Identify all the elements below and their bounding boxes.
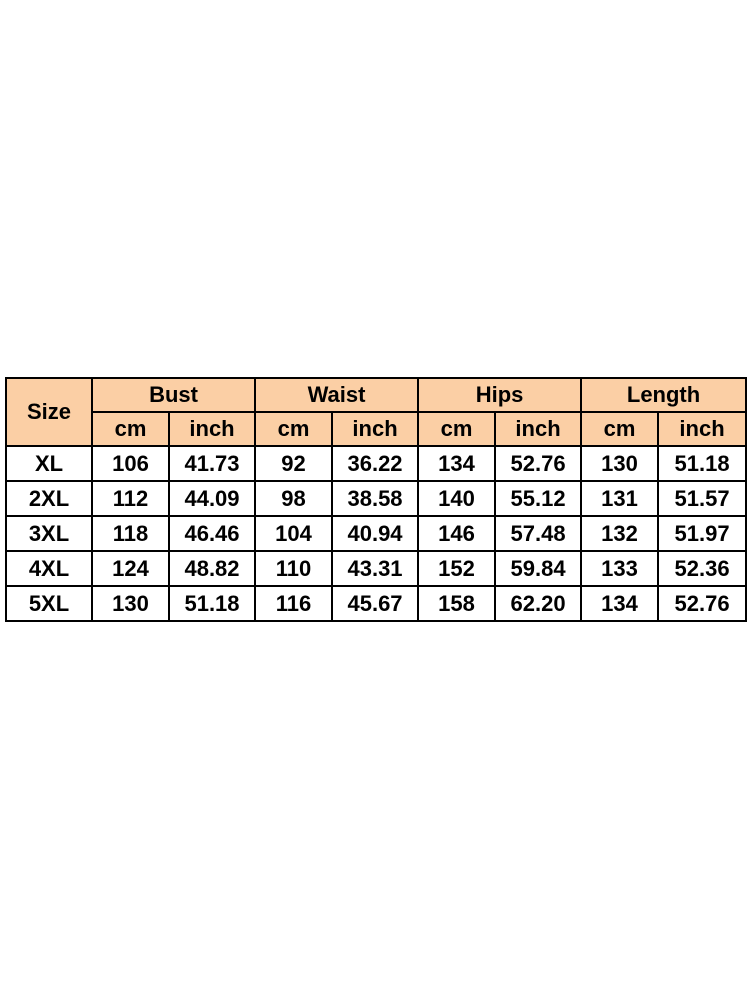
size-cell: 4XL	[6, 551, 92, 586]
table-cell: 52.36	[658, 551, 746, 586]
table-cell: 134	[581, 586, 658, 621]
unit-header: inch	[495, 412, 581, 446]
table-header	[6, 378, 746, 446]
size-chart-table	[5, 377, 747, 622]
unit-header: cm	[92, 412, 169, 446]
unit-header: inch	[658, 412, 746, 446]
size-cell: 2XL	[6, 481, 92, 516]
table-cell: 52.76	[658, 586, 746, 621]
table-cell: 57.48	[495, 516, 581, 551]
table-row	[6, 586, 746, 621]
table-cell: 140	[418, 481, 495, 516]
table-cell: 118	[92, 516, 169, 551]
table-cell: 55.12	[495, 481, 581, 516]
waist-header: Waist	[255, 378, 418, 412]
size-cell: XL	[6, 446, 92, 481]
unit-header: inch	[332, 412, 418, 446]
length-header: Length	[581, 378, 746, 412]
table-cell: 106	[92, 446, 169, 481]
table-cell: 51.18	[169, 586, 255, 621]
table-cell: 131	[581, 481, 658, 516]
table-cell: 51.57	[658, 481, 746, 516]
table-cell: 116	[255, 586, 332, 621]
table-cell: 44.09	[169, 481, 255, 516]
table-cell: 133	[581, 551, 658, 586]
table-row	[6, 516, 746, 551]
table-cell: 110	[255, 551, 332, 586]
table-cell: 40.94	[332, 516, 418, 551]
hips-header: Hips	[418, 378, 581, 412]
table-cell: 130	[581, 446, 658, 481]
size-cell: 3XL	[6, 516, 92, 551]
table-row	[6, 481, 746, 516]
table-cell: 43.31	[332, 551, 418, 586]
table-body	[6, 446, 746, 621]
table-cell: 152	[418, 551, 495, 586]
table-cell: 59.84	[495, 551, 581, 586]
table-row	[6, 551, 746, 586]
table-cell: 46.46	[169, 516, 255, 551]
table-cell: 104	[255, 516, 332, 551]
table-cell: 36.22	[332, 446, 418, 481]
table-cell: 124	[92, 551, 169, 586]
header-unit-row	[6, 412, 746, 446]
table-cell: 51.18	[658, 446, 746, 481]
table-cell: 98	[255, 481, 332, 516]
table-cell: 62.20	[495, 586, 581, 621]
table-cell: 112	[92, 481, 169, 516]
table-cell: 51.97	[658, 516, 746, 551]
size-cell: 5XL	[6, 586, 92, 621]
bust-header: Bust	[92, 378, 255, 412]
unit-header: cm	[255, 412, 332, 446]
table-row	[6, 446, 746, 481]
table-cell: 52.76	[495, 446, 581, 481]
unit-header: inch	[169, 412, 255, 446]
unit-header: cm	[418, 412, 495, 446]
table-cell: 134	[418, 446, 495, 481]
table-cell: 146	[418, 516, 495, 551]
unit-header: cm	[581, 412, 658, 446]
table-cell: 92	[255, 446, 332, 481]
table-cell: 41.73	[169, 446, 255, 481]
header-group-row	[6, 378, 746, 412]
table-cell: 158	[418, 586, 495, 621]
table-cell: 132	[581, 516, 658, 551]
table-cell: 38.58	[332, 481, 418, 516]
table-cell: 130	[92, 586, 169, 621]
table-cell: 48.82	[169, 551, 255, 586]
size-column-header: Size	[6, 378, 92, 446]
table-cell: 45.67	[332, 586, 418, 621]
